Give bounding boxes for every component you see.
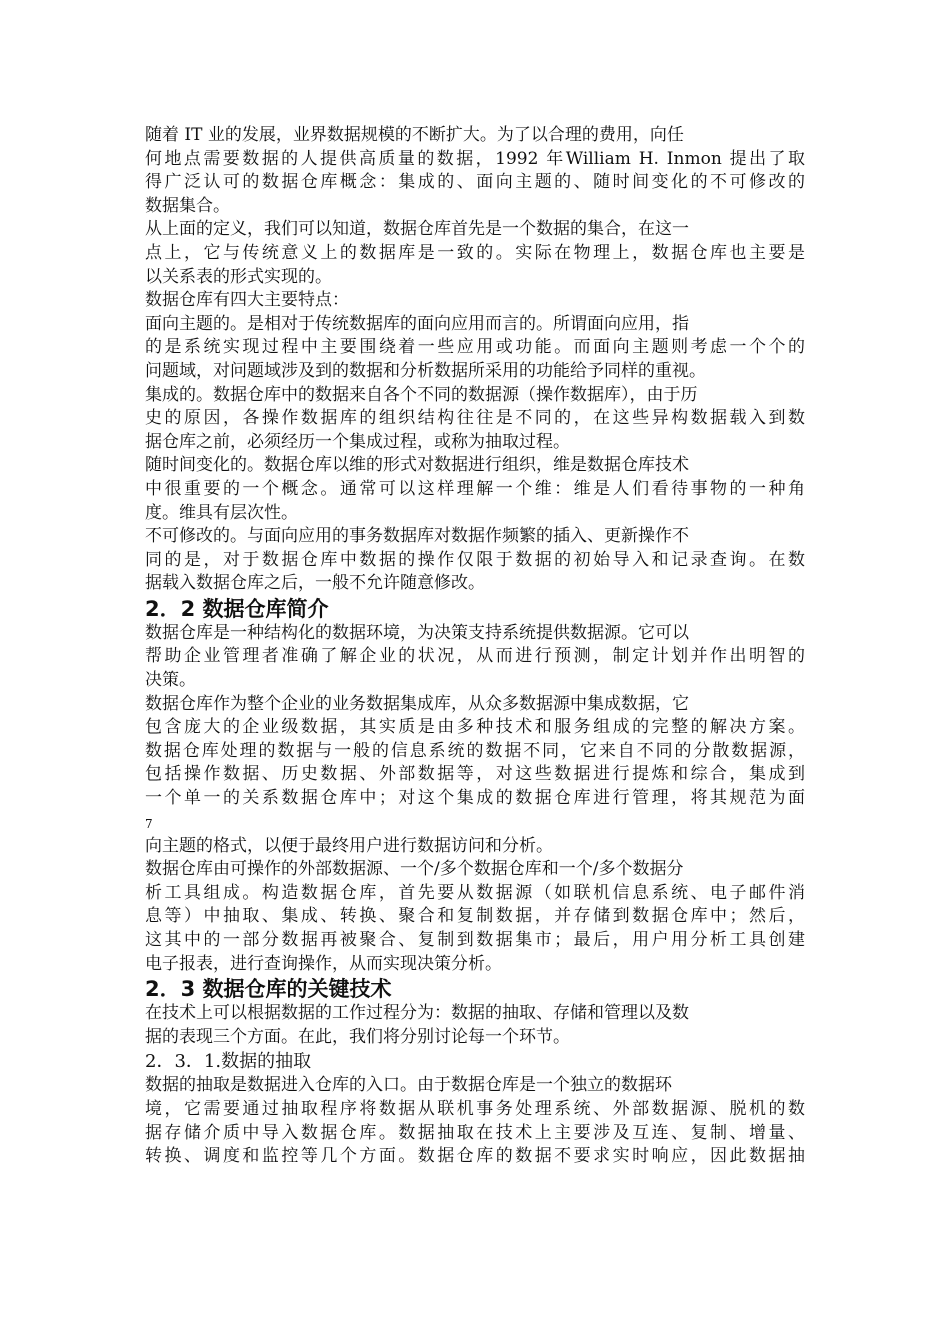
- text-line: 从上面的定义，我们可以知道，数据仓库首先是一个数据的集合，在这一: [145, 219, 689, 240]
- text-line: 帮助企业管理者准确了解企业的状况，从而进行预测，制定计划并作出明智的: [145, 646, 805, 667]
- text-line: 同的是，对于数据仓库中数据的操作仅限于数据的初始导入和记录查询。在数: [145, 549, 805, 570]
- paragraph: [145, 525, 805, 596]
- section-heading: 2．3 数据仓库的关键技术: [145, 977, 392, 1002]
- text-line: 随着 IT 业的发展，业界数据规模的不断扩大。为了以合理的费用，向任: [145, 125, 684, 145]
- paragraph: [145, 454, 805, 525]
- text-line: 境，它需要通过抽取程序将数据从联机事务处理系统、外部数据源、脱机的数: [145, 1098, 805, 1119]
- text-line: 数据仓库由可操作的外部数据源、一个/多个数据仓库和一个/多个数据分: [145, 859, 684, 880]
- text-line: 电子报表，进行查询操作，从而实现决策分析。: [145, 953, 502, 974]
- text-line: 向主题的格式，以便于最终用户进行数据访问和分析。: [145, 835, 553, 856]
- paragraph: [145, 622, 805, 693]
- text-line: 据载入数据仓库之后，一般不允许随意修改。: [145, 573, 485, 594]
- text-line: 数据的抽取是数据进入仓库的入口。由于数据仓库是一个独立的数据环: [145, 1075, 672, 1096]
- text-line: 息等）中抽取、集成、转换、聚合和复制数据，并存储到数据仓库中；然后，: [145, 906, 805, 927]
- paragraph: [145, 1074, 805, 1168]
- text-line: 中很重要的一个概念。通常可以这样理解一个维：维是人们看待事物的一种角: [145, 478, 805, 499]
- section-heading: 2．2 数据仓库简介: [145, 596, 329, 621]
- text-line: 点上，它与传统意义上的数据库是一致的。实际在物理上，数据仓库也主要是: [145, 242, 805, 263]
- paragraph: [145, 313, 805, 384]
- paragraph: [145, 835, 805, 859]
- paragraph: [145, 693, 805, 811]
- text-line: 析工具组成。构造数据仓库，首先要从数据源（如联机信息系统、电子邮件消: [145, 882, 805, 903]
- text-line: 在技术上可以根据数据的工作过程分为：数据的抽取、存储和管理以及数: [145, 1003, 689, 1024]
- text-line: 不可修改的。与面向应用的事务数据库对数据作频繁的插入、更新操作不: [145, 526, 689, 547]
- subsection-heading: 2．3．1.数据的抽取: [145, 1051, 312, 1073]
- text-line: 数据仓库是一种结构化的数据环境，为决策支持系统提供数据源。它可以: [145, 622, 689, 643]
- text-line: 数据仓库处理的数据与一般的信息系统的数据不同，它来自不同的分散数据源，: [145, 740, 805, 761]
- text-line: 包含庞大的企业级数据，其实质是由多种技术和服务组成的完整的解决方案。: [145, 717, 805, 738]
- text-line: 一个单一的关系数据仓库中；对这个集成的数据仓库进行管理，将其规范为面: [145, 788, 805, 809]
- text-line: 的是系统实现过程中主要围绕着一些应用或功能。而面向主题则考虑一个个的: [145, 337, 805, 358]
- paragraph: [145, 218, 805, 289]
- text-line: 这其中的一部分数据再被聚合、复制到数据集市；最后，用户用分析工具创建: [145, 930, 805, 950]
- paragraph: [145, 384, 805, 455]
- text-line: 决策。: [145, 670, 196, 691]
- document-page: [145, 124, 805, 1169]
- page-number: 7: [145, 816, 153, 831]
- text-line: 以关系表的形式实现的。: [145, 266, 332, 287]
- text-line: 集成的。数据仓库中的数据来自各个不同的数据源（操作数据库），由于历: [145, 384, 698, 405]
- text-line: 得广泛认可的数据仓库概念：集成的、面向主题的、随时间变化的不可修改的: [145, 172, 805, 193]
- text-line: 数据集合。: [145, 195, 230, 216]
- text-line: 何地点需要数据的人提供高质量的数据，1992 年William H. Inmon 提出了取: [145, 148, 805, 169]
- text-line: 度。维具有层次性。: [145, 502, 298, 523]
- text-line: 数据仓库作为整个企业的业务数据集成库，从众多数据源中集成数据，它: [145, 693, 689, 714]
- text-line: 转换、调度和监控等几个方面。数据仓库的数据不要求实时响应，因此数据抽: [145, 1146, 805, 1167]
- text-line: 史的原因，各操作数据库的组织结构往往是不同的，在这些异构数据载入到数: [145, 408, 805, 429]
- paragraph: [145, 124, 805, 218]
- text-line: 问题域，对问题域涉及到的数据和分析数据所采用的功能给予同样的重视。: [145, 360, 706, 381]
- paragraph: [145, 1002, 805, 1049]
- text-line: 据的表现三个方面。在此，我们将分别讨论每一个环节。: [145, 1026, 570, 1047]
- text-line: 据存储介质中导入数据仓库。数据抽取在技术上主要涉及互连、复制、增量、: [145, 1122, 805, 1143]
- text-line: 据仓库之前，必须经历一个集成过程，或称为抽取过程。: [145, 431, 570, 452]
- text-line: 随时间变化的。数据仓库以维的形式对数据进行组织，维是数据仓库技术: [145, 455, 689, 476]
- text-line: 数据仓库有四大主要特点：: [145, 290, 349, 311]
- text-line: 面向主题的。是相对于传统数据库的面向应用而言的。所谓面向应用，指: [145, 313, 689, 334]
- paragraph: [145, 858, 805, 976]
- text-line: 包括操作数据、历史数据、外部数据等，对这些数据进行提炼和综合，集成到: [145, 764, 805, 785]
- paragraph: [145, 289, 805, 313]
